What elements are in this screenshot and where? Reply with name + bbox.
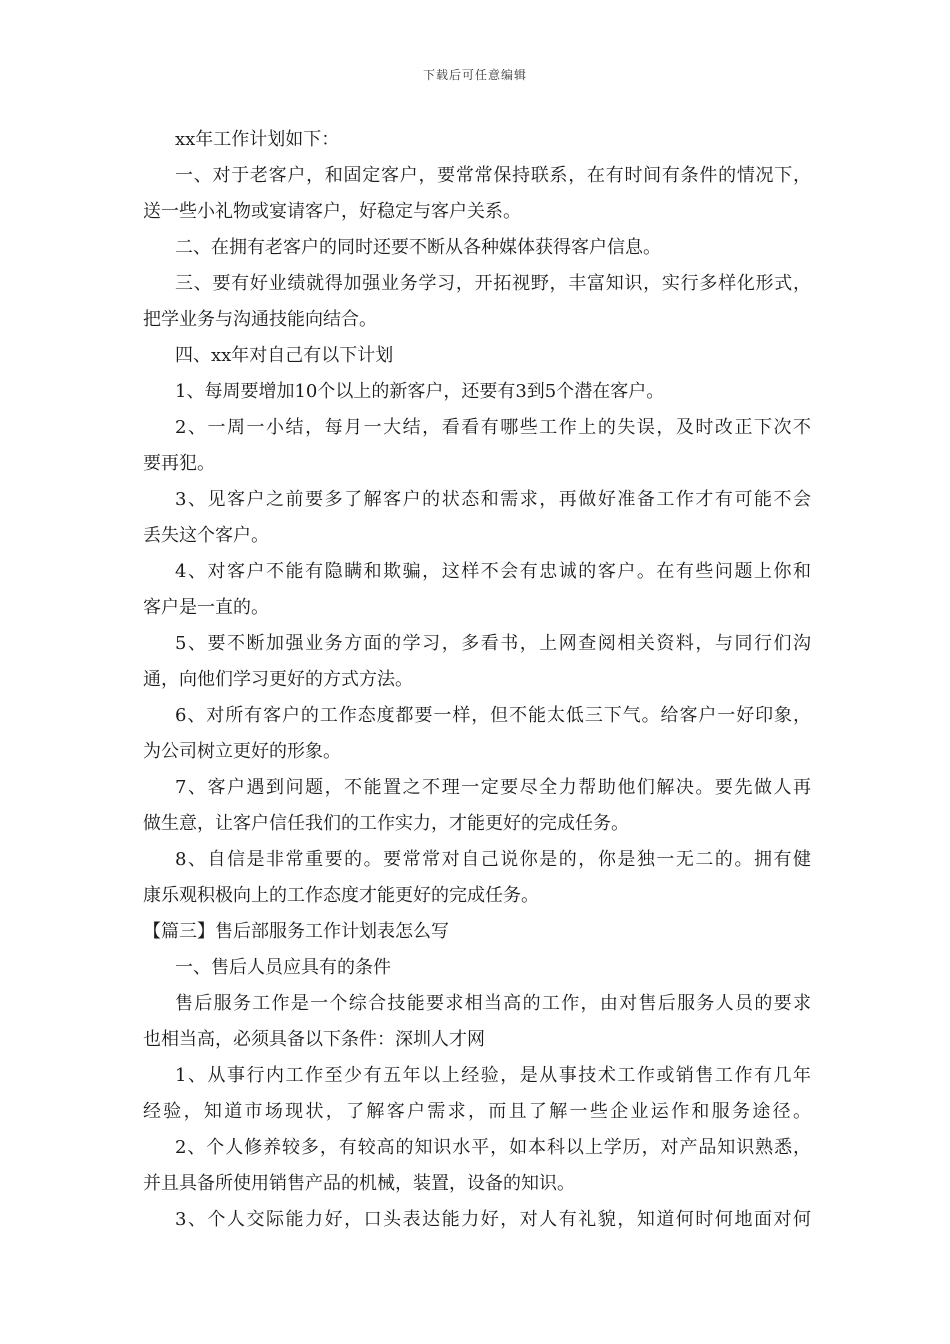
- text-line: 要再犯。: [143, 453, 215, 474]
- text-line: 8、自信是非常重要的。要常常对自己说你是的，你是独一无二的。拥有健: [175, 849, 811, 870]
- text-line: 一、对于老客户，和固定客户，要常常保持联系，在有时间有条件的情况下，: [175, 165, 811, 186]
- document-body: [143, 122, 811, 1238]
- text-line: 经验，知道市场现状，了解客户需求，而且了解一些企业运作和服务途径。: [143, 1101, 811, 1122]
- text-line: xx年工作计划如下：: [175, 129, 340, 150]
- text-line: 丢失这个客户。: [143, 525, 269, 546]
- text-line: 康乐观积极向上的工作态度才能更好的完成任务。: [143, 885, 539, 906]
- text-line: 二、在拥有老客户的同时还要不断从各种媒体获得客户信息。: [175, 237, 661, 258]
- text-line: 3、个人交际能力好，口头表达能力好，对人有礼貌，知道何时何地面对何: [175, 1209, 811, 1230]
- text-line: 【篇三】售后部服务工作计划表怎么写: [143, 921, 449, 942]
- text-line: 三、要有好业绩就得加强业务学习，开拓视野，丰富知识，实行多样化形式，: [175, 273, 811, 294]
- text-line: 也相当高，必须具备以下条件：深圳人才网: [143, 1029, 485, 1050]
- text-line: 2、个人修养较多，有较高的知识水平，如本科以上学历，对产品知识熟悉，: [175, 1137, 811, 1158]
- text-line: 7、客户遇到问题，不能置之不理一定要尽全力帮助他们解决。要先做人再: [175, 777, 811, 798]
- text-line: 通，向他们学习更好的方式方法。: [143, 669, 413, 690]
- text-line: 1、每周要增加10个以上的新客户，还要有3到5个潜在客户。: [175, 381, 665, 402]
- text-line: 送一些小礼物或宴请客户，好稳定与客户关系。: [143, 201, 521, 222]
- text-line: 四、xx年对自己有以下计划: [175, 345, 394, 366]
- page-header: 下载后可任意编辑: [422, 68, 527, 82]
- text-line: 3、见客户之前要多了解客户的状态和需求，再做好准备工作才有可能不会: [175, 489, 811, 510]
- text-line: 2、一周一小结，每月一大结，看看有哪些工作上的失误，及时改正下次不: [175, 417, 811, 438]
- text-line: 把学业务与沟通技能向结合。: [143, 309, 377, 330]
- text-line: 为公司树立更好的形象。: [143, 741, 341, 762]
- text-line: 客户是一直的。: [143, 597, 269, 618]
- text-line: 4、对客户不能有隐瞒和欺骗，这样不会有忠诚的客户。在有些问题上你和: [175, 561, 811, 582]
- text-line: 5、要不断加强业务方面的学习，多看书，上网查阅相关资料，与同行们沟: [175, 633, 811, 654]
- text-line: 并且具备所使用销售产品的机械，装置，设备的知识。: [143, 1173, 575, 1194]
- text-line: 一、售后人员应具有的条件: [175, 957, 391, 978]
- text-line: 做生意，让客户信任我们的工作实力，才能更好的完成任务。: [143, 813, 629, 834]
- text-line: 6、对所有客户的工作态度都要一样，但不能太低三下气。给客户一好印象，: [175, 705, 811, 726]
- text-line: 售后服务工作是一个综合技能要求相当高的工作，由对售后服务人员的要求: [175, 993, 811, 1014]
- text-line: 1、从事行内工作至少有五年以上经验，是从事技术工作或销售工作有几年: [175, 1065, 811, 1086]
